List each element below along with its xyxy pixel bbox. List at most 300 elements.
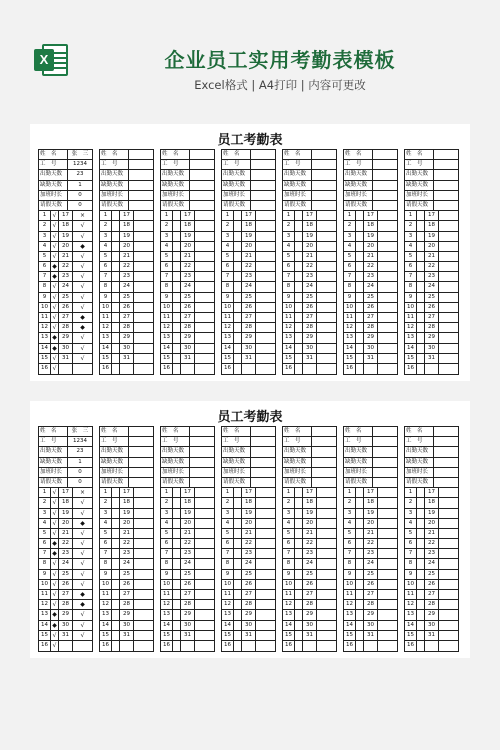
name-value: [312, 150, 336, 159]
attendance-mark: [234, 262, 242, 271]
day-number: 11: [39, 590, 51, 599]
id-value: [190, 160, 214, 169]
day-number: 11: [100, 590, 112, 599]
day-row: [405, 252, 458, 262]
attendance-mark: [295, 549, 303, 558]
day-row: [100, 272, 153, 282]
attendance-mark: √: [51, 211, 59, 220]
day-number: 16: [100, 364, 112, 374]
id-value: [373, 437, 397, 446]
attendance-mark: [134, 549, 153, 558]
attendance-mark: ◆: [51, 344, 59, 353]
day-number: 15: [344, 354, 356, 363]
day-row: [344, 252, 397, 262]
day-number: 18: [242, 498, 256, 507]
info-value: [312, 170, 336, 179]
day-number: 8: [283, 559, 295, 568]
attendance-mark: [134, 519, 153, 528]
attendance-mark: [134, 488, 153, 497]
day-row: [405, 221, 458, 231]
day-number: 18: [364, 221, 378, 230]
info-value: [373, 181, 397, 190]
info-value: [434, 468, 458, 477]
day-number: 15: [405, 631, 417, 640]
attendance-mark: √: [51, 364, 59, 374]
attendance-mark: [134, 242, 153, 251]
info-label: 请假天数: [405, 201, 434, 210]
day-number: 23: [364, 549, 378, 558]
day-number: 1: [222, 211, 234, 220]
day-number: 19: [364, 509, 378, 518]
info-value: [190, 468, 214, 477]
attendance-mark: [356, 539, 364, 548]
id-value: [312, 160, 336, 169]
day-number: 30: [425, 344, 439, 353]
day-number: 4: [344, 519, 356, 528]
day-number: 1: [344, 211, 356, 220]
day-number: 8: [222, 559, 234, 568]
info-row: [161, 191, 214, 201]
day-number: 30: [59, 621, 73, 630]
day-row: [161, 211, 214, 221]
attendance-mark: [195, 570, 214, 579]
attendance-mark: [134, 303, 153, 312]
attendance-mark: [195, 600, 214, 609]
day-number: 15: [344, 631, 356, 640]
attendance-mark: [173, 354, 181, 363]
day-number: 26: [242, 303, 256, 312]
attendance-mark: [256, 262, 275, 271]
attendance-mark: [173, 221, 181, 230]
attendance-mark: [317, 303, 336, 312]
attendance-mark: [195, 621, 214, 630]
day-number: 17: [181, 211, 195, 220]
info-label: 加班时长: [222, 468, 251, 477]
day-number: 6: [344, 262, 356, 271]
id-row: [344, 437, 397, 447]
day-number: 5: [100, 252, 112, 261]
day-number: 27: [242, 590, 256, 599]
info-label: 请假天数: [283, 201, 312, 210]
day-number: 20: [242, 519, 256, 528]
info-label: 缺勤天数: [39, 181, 68, 190]
day-number: 15: [100, 354, 112, 363]
day-number: 13: [222, 610, 234, 619]
info-label: 请假天数: [344, 478, 373, 487]
attendance-mark: [378, 364, 397, 374]
day-number: 26: [425, 303, 439, 312]
day-row: [283, 282, 336, 292]
day-number: 3: [222, 232, 234, 241]
day-row: [39, 282, 92, 292]
attendance-mark: [112, 529, 120, 538]
attendance-mark: [173, 498, 181, 507]
day-row: [405, 364, 458, 374]
attendance-mark: [234, 354, 242, 363]
name-label: 姓 名: [39, 150, 68, 159]
info-label: 缺勤天数: [161, 181, 190, 190]
day-number: 7: [222, 549, 234, 558]
attendance-mark: [295, 272, 303, 281]
day-number: 7: [161, 272, 173, 281]
day-row: [405, 323, 458, 333]
attendance-mark: [317, 488, 336, 497]
attendance-mark: [256, 600, 275, 609]
attendance-mark: [195, 272, 214, 281]
attendance-mark: [356, 272, 364, 281]
attendance-mark: [234, 323, 242, 332]
attendance-mark: [439, 272, 458, 281]
id-row: [39, 437, 92, 447]
employee-card: [221, 149, 276, 375]
info-label: 加班时长: [39, 191, 68, 200]
day-number: 7: [405, 549, 417, 558]
info-row: [283, 468, 336, 478]
day-number: 5: [39, 529, 51, 538]
day-number: 14: [100, 344, 112, 353]
attendance-mark: √: [80, 334, 85, 342]
attendance-mark: √: [51, 242, 59, 251]
day-number: 25: [59, 293, 73, 302]
info-value: [129, 468, 153, 477]
attendance-mark: [417, 232, 425, 241]
attendance-mark: [112, 221, 120, 230]
attendance-mark: [439, 313, 458, 322]
attendance-mark: √: [51, 570, 59, 579]
info-row: [283, 447, 336, 457]
day-row: [161, 610, 214, 620]
attendance-mark: [112, 272, 120, 281]
day-number: 9: [161, 293, 173, 302]
day-row: [283, 303, 336, 313]
info-row: [283, 170, 336, 180]
day-row: [39, 621, 92, 631]
excel-logo-icon: X: [34, 44, 68, 76]
attendance-mark: [417, 600, 425, 609]
info-label: 加班时长: [39, 468, 68, 477]
day-number: 15: [283, 354, 295, 363]
attendance-mark: √: [80, 631, 85, 639]
day-number: 18: [59, 498, 73, 507]
attendance-mark: [439, 570, 458, 579]
attendance-mark: [112, 313, 120, 322]
day-number: 8: [344, 559, 356, 568]
attendance-mark: [356, 344, 364, 353]
day-row: [344, 211, 397, 221]
day-number: 27: [303, 590, 317, 599]
attendance-mark: [256, 211, 275, 220]
name-row: [405, 150, 458, 160]
day-row: [283, 529, 336, 539]
attendance-mark: ◆: [51, 610, 59, 619]
attendance-mark: [439, 559, 458, 568]
attendance-mark: [439, 580, 458, 589]
info-value: [373, 170, 397, 179]
day-number: 3: [405, 509, 417, 518]
attendance-mark: [378, 293, 397, 302]
day-row: [405, 549, 458, 559]
day-row: [161, 303, 214, 313]
day-number: 2: [39, 221, 51, 230]
attendance-mark: [417, 364, 425, 374]
attendance-mark: [378, 488, 397, 497]
day-number: 15: [161, 631, 173, 640]
day-row: [100, 529, 153, 539]
attendance-mark: [295, 590, 303, 599]
day-row: [100, 344, 153, 354]
day-number: 22: [181, 539, 195, 548]
id-label: 工 号: [344, 160, 373, 169]
day-number: 24: [425, 282, 439, 291]
attendance-mark: [295, 333, 303, 342]
day-row: [39, 641, 92, 651]
attendance-mark: [195, 549, 214, 558]
day-number: 4: [100, 519, 112, 528]
day-number: 12: [222, 323, 234, 332]
attendance-mark: [112, 242, 120, 251]
name-value: [251, 150, 275, 159]
day-number: 5: [222, 252, 234, 261]
attendance-mark: [356, 529, 364, 538]
day-number: 15: [39, 354, 51, 363]
day-number: 23: [120, 549, 134, 558]
day-number: 6: [161, 262, 173, 271]
day-number: 5: [161, 252, 173, 261]
attendance-mark: √: [51, 498, 59, 507]
day-row: [222, 498, 275, 508]
attendance-mark: [417, 354, 425, 363]
info-label: 加班时长: [405, 468, 434, 477]
name-value: 张 三: [71, 151, 89, 157]
day-number: 26: [364, 580, 378, 589]
id-row: [39, 160, 92, 170]
day-row: [161, 498, 214, 508]
day-number: 16: [344, 364, 356, 374]
day-row: [39, 242, 92, 252]
day-row: [283, 519, 336, 529]
day-row: [283, 590, 336, 600]
day-row: [283, 498, 336, 508]
attendance-mark: [378, 610, 397, 619]
day-row: [222, 262, 275, 272]
id-value: [312, 437, 336, 446]
day-row: [161, 232, 214, 242]
day-number: [242, 364, 256, 374]
day-number: 19: [59, 509, 73, 518]
attendance-mark: [356, 282, 364, 291]
day-number: 3: [161, 232, 173, 241]
attendance-mark: [356, 303, 364, 312]
info-value: [129, 478, 153, 487]
attendance-mark: [439, 641, 458, 651]
name-row: [283, 150, 336, 160]
info-value: [251, 201, 275, 210]
attendance-mark: [317, 282, 336, 291]
day-row: [344, 529, 397, 539]
attendance-mark: [73, 641, 92, 651]
day-row: [344, 364, 397, 374]
attendance-mark: [417, 313, 425, 322]
attendance-mark: [234, 282, 242, 291]
attendance-mark: [173, 303, 181, 312]
attendance-mark: [417, 333, 425, 342]
id-row: [283, 160, 336, 170]
attendance-mark: [356, 549, 364, 558]
day-number: 26: [364, 303, 378, 312]
day-row: [344, 293, 397, 303]
attendance-mark: [112, 354, 120, 363]
info-row: [39, 201, 92, 211]
attendance-mark: [295, 282, 303, 291]
day-row: [161, 323, 214, 333]
attendance-mark: [356, 333, 364, 342]
attendance-mark: [112, 344, 120, 353]
day-row: [283, 232, 336, 242]
day-number: 11: [344, 313, 356, 322]
day-number: 17: [425, 488, 439, 497]
id-row: [405, 160, 458, 170]
attendance-mark: [112, 600, 120, 609]
day-number: 14: [283, 344, 295, 353]
day-number: 17: [303, 211, 317, 220]
attendance-mark: [417, 549, 425, 558]
id-value: [251, 160, 275, 169]
day-number: 26: [242, 580, 256, 589]
day-number: 16: [405, 364, 417, 374]
id-value: 1234: [73, 161, 87, 168]
day-number: 11: [100, 313, 112, 322]
attendance-mark: [256, 488, 275, 497]
attendance-mark: [356, 519, 364, 528]
info-label: 出勤天数: [100, 170, 129, 179]
id-value: [373, 160, 397, 169]
day-number: 8: [161, 282, 173, 291]
employee-card: [160, 426, 215, 652]
info-row: [39, 478, 92, 488]
attendance-mark: √: [51, 221, 59, 230]
info-row: [222, 181, 275, 191]
day-row: [344, 323, 397, 333]
info-label: 缺勤天数: [283, 458, 312, 467]
day-row: [100, 519, 153, 529]
day-row: [344, 232, 397, 242]
day-row: [100, 580, 153, 590]
attendance-mark: [256, 252, 275, 261]
day-row: [344, 282, 397, 292]
info-label: 出勤天数: [161, 170, 190, 179]
day-number: 10: [161, 580, 173, 589]
day-number: 10: [222, 580, 234, 589]
day-row: [283, 262, 336, 272]
info-row: [222, 468, 275, 478]
attendance-mark: [439, 333, 458, 342]
attendance-mark: √: [80, 621, 85, 629]
day-row: [344, 509, 397, 519]
day-number: 28: [425, 600, 439, 609]
day-number: 8: [100, 559, 112, 568]
day-number: 30: [303, 344, 317, 353]
attendance-mark: [356, 488, 364, 497]
day-number: 3: [100, 232, 112, 241]
id-label: 工 号: [405, 437, 434, 446]
day-row: [39, 631, 92, 641]
info-row: [283, 181, 336, 191]
day-number: 24: [425, 559, 439, 568]
day-row: [161, 354, 214, 364]
day-number: 12: [283, 323, 295, 332]
day-number: 23: [425, 272, 439, 281]
day-number: 24: [303, 559, 317, 568]
day-row: [100, 559, 153, 569]
day-number: 13: [344, 610, 356, 619]
attendance-mark: [234, 303, 242, 312]
attendance-mark: [134, 364, 153, 374]
day-number: 20: [120, 242, 134, 251]
day-number: 28: [364, 323, 378, 332]
day-number: 10: [405, 303, 417, 312]
day-row: [39, 262, 92, 272]
info-label: 缺勤天数: [100, 181, 129, 190]
attendance-mark: [417, 621, 425, 630]
day-number: 16: [283, 364, 295, 374]
day-row: [405, 354, 458, 364]
attendance-mark: [417, 262, 425, 271]
day-row: [161, 631, 214, 641]
day-number: 9: [283, 570, 295, 579]
day-number: 28: [120, 323, 134, 332]
day-number: 18: [303, 221, 317, 230]
day-row: [161, 641, 214, 651]
day-row: [283, 344, 336, 354]
employee-card: [343, 149, 398, 375]
attendance-mark: [234, 313, 242, 322]
attendance-mark: [256, 519, 275, 528]
attendance-mark: [317, 272, 336, 281]
attendance-mark: √: [80, 293, 85, 301]
day-row: [283, 272, 336, 282]
info-row: [100, 458, 153, 468]
attendance-mark: [378, 313, 397, 322]
day-number: 14: [344, 344, 356, 353]
info-label: 出勤天数: [283, 447, 312, 456]
attendance-mark: [295, 221, 303, 230]
attendance-mark: √: [51, 354, 59, 363]
name-row: [100, 427, 153, 437]
attendance-mark: [134, 272, 153, 281]
day-number: 27: [181, 313, 195, 322]
day-number: 10: [283, 580, 295, 589]
info-value: [373, 478, 397, 487]
attendance-mark: [134, 641, 153, 651]
attendance-mark: [439, 549, 458, 558]
day-row: [222, 333, 275, 343]
id-value: [251, 437, 275, 446]
day-row: [222, 272, 275, 282]
info-label: 出勤天数: [283, 170, 312, 179]
attendance-mark: [234, 252, 242, 261]
day-number: 30: [303, 621, 317, 630]
attendance-mark: [256, 313, 275, 322]
page-subtitle: Excel格式 | A4打印 | 内容可更改: [194, 78, 366, 92]
attendance-mark: [417, 539, 425, 548]
day-number: 30: [59, 344, 73, 353]
attendance-mark: [234, 509, 242, 518]
attendance-mark: [378, 242, 397, 251]
info-row: [100, 478, 153, 488]
day-row: [39, 600, 92, 610]
info-row: [344, 478, 397, 488]
attendance-mark: √: [51, 519, 59, 528]
